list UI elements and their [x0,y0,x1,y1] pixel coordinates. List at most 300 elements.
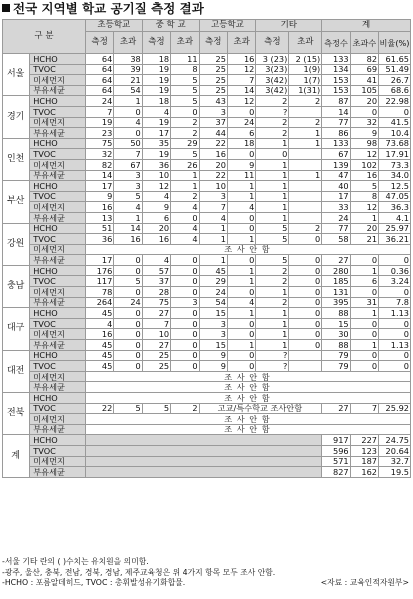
table-row [3,308,411,319]
value-cell: 1 [350,340,378,351]
value-cell: 0 [227,255,255,266]
table-body [3,54,411,478]
value-cell: 36.21 [379,234,411,245]
value-cell: 7.8 [379,297,411,308]
value-cell: 57 [142,265,170,276]
value-cell: 47.05 [379,191,411,202]
region-name: 인천 [3,138,30,180]
value-cell: 1 [256,202,289,213]
value-cell: 16 [85,202,113,213]
value-cell: 9 [199,361,227,372]
value-cell: 25 [199,75,227,86]
value-cell: 73.68 [379,138,411,149]
value-cell: 2 [256,297,289,308]
value-cell: 20 [350,96,378,107]
value-cell: 0 [289,318,322,329]
item-name: 미세먼지 [30,202,86,213]
value-cell: ? [256,361,289,372]
value-cell: 64 [85,54,113,65]
value-cell: 32.7 [379,456,411,467]
item-name: TVOC [30,445,86,456]
value-cell: 3.24 [379,276,411,287]
value-cell: 1 [114,212,142,223]
item-name: 부유세균 [30,382,86,393]
value-cell: 12.5 [379,181,411,192]
value-cell: 1 [256,138,289,149]
value-cell: 1(7) [289,75,322,86]
value-cell: 1 [114,96,142,107]
value-cell: 16 [85,329,113,340]
value-cell: 827 [322,467,350,478]
value-cell: 28 [142,287,170,298]
value-cell: ? [256,350,289,361]
value-cell: 0.36 [379,265,411,276]
value-cell [289,149,322,160]
value-cell: 5 [171,149,199,160]
value-cell: 0 [350,287,378,298]
value-cell [289,106,322,117]
value-cell: 5 [171,85,199,96]
value-cell: 0 [379,361,411,372]
table-row [3,276,411,287]
table-row [3,445,411,456]
value-cell: 280 [322,265,350,276]
value-cell: 25 [199,54,227,65]
value-cell: 4 [171,202,199,213]
item-name: 미세먼지 [30,329,86,340]
item-name: HCHO [30,54,86,65]
page-title [2,1,204,17]
value-cell: 12 [227,96,255,107]
item-name: 부유세균 [30,467,86,478]
value-cell: 21 [114,75,142,86]
value-cell: 11 [227,170,255,181]
value-cell: 0 [379,318,411,329]
value-cell: 27 [142,308,170,319]
value-cell: 14 [85,170,113,181]
region-name: 대전 [3,350,30,392]
value-cell: 67 [322,149,350,160]
table-row [3,393,411,404]
value-cell: 17 [142,128,170,139]
col-total: 계 [322,20,411,32]
value-cell: 153 [322,75,350,86]
item-name: TVOC [30,403,86,414]
value-cell: 395 [322,297,350,308]
value-cell: 0 [350,255,378,266]
value-cell: 4 [142,191,170,202]
item-name: HCHO [30,181,86,192]
table-row [3,424,411,435]
table-row [3,265,411,276]
value-cell: 82 [85,159,113,170]
item-name: 부유세균 [30,85,86,96]
value-cell: 0 [114,340,142,351]
item-name: TVOC [30,64,86,75]
value-cell: 14 [322,106,350,117]
table-row [3,128,411,139]
table-row [3,414,411,425]
value-cell: 133 [322,54,350,65]
value-cell: 37 [199,117,227,128]
value-cell: 1 [227,276,255,287]
value-cell: 1(9) [289,64,322,75]
table-row [3,212,411,223]
not-surveyed-cell: 조 사 안 함 [85,371,410,382]
table-row [3,329,411,340]
value-cell: 20 [350,223,378,234]
note-cell: 고교/특수학교 조사안함 [199,403,322,414]
value-cell: 4 [85,318,113,329]
value-cell: 22 [199,170,227,181]
value-cell: 14 [227,85,255,96]
value-cell: 0 [289,329,322,340]
table-row [3,318,411,329]
value-cell: 25 [142,350,170,361]
value-cell: 3 [114,181,142,192]
value-cell: 5 [114,191,142,202]
value-cell: 1 [227,234,255,245]
value-cell: 1 [256,340,289,351]
value-cell: 2 [289,223,322,234]
value-cell: 0 [350,106,378,117]
value-cell: 3 [199,318,227,329]
value-cell: 2 [171,117,199,128]
value-cell: 7 [142,318,170,329]
value-cell: 0 [171,106,199,117]
value-cell: 17 [322,191,350,202]
value-cell: 0 [289,255,322,266]
value-cell [289,159,322,170]
value-cell: 4 [142,255,170,266]
value-cell: 0 [171,276,199,287]
value-cell: 1 [199,255,227,266]
table-row [3,287,411,298]
item-name: 미세먼지 [30,287,86,298]
not-surveyed-cell: 조 사 안 함 [85,424,410,435]
item-name: 미세먼지 [30,117,86,128]
value-cell: 3 (23) [256,54,289,65]
item-name: HCHO [30,350,86,361]
value-cell: 75 [142,297,170,308]
value-cell: 3 [199,191,227,202]
value-cell: 19 [85,117,113,128]
table-row [3,181,411,192]
value-cell: 5 [256,255,289,266]
table-row [3,117,411,128]
item-name: TVOC [30,318,86,329]
value-cell: 25 [199,85,227,96]
value-cell: 7 [350,403,378,414]
value-cell: 0 [350,361,378,372]
value-cell: 2 [171,191,199,202]
value-cell: 0 [171,340,199,351]
value-cell: 0 [114,350,142,361]
value-cell: 19 [142,75,170,86]
value-cell: 79 [322,350,350,361]
item-name: HCHO [30,96,86,107]
value-cell: 123 [350,445,378,456]
value-cell: 36 [142,159,170,170]
title-text: 전국 지역별 학교 공기질 측정 결과 [13,1,204,16]
region-name: 전북 [3,393,30,435]
value-cell: 11 [171,54,199,65]
blank-cell [85,456,321,467]
value-cell: 2 [256,96,289,107]
region-name: 서울 [3,54,30,96]
value-cell: 0 [256,149,289,160]
value-cell: 5 [256,223,289,234]
value-cell: 0 [171,265,199,276]
value-cell: 30 [322,329,350,340]
value-cell: 24 [114,297,142,308]
value-cell: 0 [379,287,411,298]
not-surveyed-cell: 조 사 안 함 [85,244,410,255]
item-name: HCHO [30,435,86,446]
value-cell: 34.0 [379,170,411,181]
value-cell: 5 [256,234,289,245]
item-name: 부유세균 [30,340,86,351]
table-row [3,403,411,414]
value-cell: 54 [114,85,142,96]
value-cell: 1 [256,287,289,298]
sub-measured-count: 측정수 [322,32,350,54]
value-cell: 0 [227,350,255,361]
value-cell: 82 [350,54,378,65]
table-row [3,138,411,149]
value-cell: 0 [114,308,142,319]
value-cell: 68.6 [379,85,411,96]
value-cell: ? [256,106,289,117]
value-cell: 5 [114,403,142,414]
value-cell: 3(42) [256,85,289,96]
value-cell: 139 [322,159,350,170]
item-name: TVOC [30,361,86,372]
value-cell: 24 [227,117,255,128]
region-name: 대구 [3,308,30,350]
value-cell: 1 [171,181,199,192]
value-cell: 0 [171,255,199,266]
value-cell: 75 [85,138,113,149]
value-cell: 0 [114,265,142,276]
item-name: TVOC [30,106,86,117]
item-name: 미세먼지 [30,456,86,467]
value-cell: 24 [85,96,113,107]
value-cell: 12 [350,202,378,213]
value-cell: 0 [227,329,255,340]
value-cell: 0 [171,212,199,223]
value-cell: 4 [114,117,142,128]
value-cell: 7 [114,149,142,160]
value-cell: 0 [289,287,322,298]
value-cell: 1 [350,265,378,276]
value-cell: 4.1 [379,212,411,223]
value-cell: 4 [142,106,170,117]
value-cell: 9 [199,350,227,361]
value-cell: 77 [322,117,350,128]
value-cell: 0 [171,329,199,340]
value-cell: 0 [171,350,199,361]
value-cell: 29 [171,138,199,149]
table-row [3,202,411,213]
value-cell: 1 [289,128,322,139]
value-cell: 6 [227,128,255,139]
value-cell: 0 [227,361,255,372]
value-cell: 153 [322,85,350,96]
value-cell: 1(31) [289,85,322,96]
value-cell: 45 [199,265,227,276]
value-cell: 45 [85,350,113,361]
value-cell: 13 [85,212,113,223]
value-cell: 67 [114,159,142,170]
value-cell: 21 [350,234,378,245]
value-cell: 6 [350,276,378,287]
value-cell: 5 [171,96,199,107]
item-name: 미세먼지 [30,414,86,425]
value-cell [289,181,322,192]
value-cell: 38 [114,54,142,65]
col-middle: 중 학 교 [142,20,199,32]
col-elementary: 초등학교 [85,20,142,32]
item-name: 부유세균 [30,212,86,223]
value-cell: 0 [379,106,411,117]
value-cell: 0 [227,106,255,117]
value-cell: 4 [171,234,199,245]
value-cell [289,361,322,372]
value-cell: 1 [350,212,378,223]
value-cell: 1 [256,191,289,202]
value-cell: 12 [350,149,378,160]
value-cell: 8 [350,191,378,202]
value-cell: 18 [227,138,255,149]
value-cell: 0 [289,265,322,276]
value-cell: 134 [322,64,350,75]
value-cell: 0 [379,350,411,361]
value-cell: 45 [85,340,113,351]
value-cell: 3(42) [256,75,289,86]
not-surveyed-cell: 조 사 안 함 [85,393,410,404]
item-name: HCHO [30,223,86,234]
table-row [3,223,411,234]
value-cell: 19 [142,117,170,128]
value-cell: 25.92 [379,403,411,414]
value-cell: 25.97 [379,223,411,234]
value-cell: 0 [227,318,255,329]
value-cell: 19 [142,85,170,96]
value-cell: 2 [256,117,289,128]
value-cell: 176 [85,265,113,276]
value-cell: 102 [350,159,378,170]
value-cell: 917 [322,435,350,446]
sub-exceeded-count: 초과수 [350,32,378,54]
value-cell: 0 [114,128,142,139]
value-cell: 131 [322,287,350,298]
value-cell: 19 [142,149,170,160]
value-cell: 0 [350,329,378,340]
value-cell: 9 [142,202,170,213]
item-name: 부유세균 [30,255,86,266]
value-cell: 33 [322,202,350,213]
value-cell: 19.5 [379,467,411,478]
sub-measured: 측정 [199,32,227,54]
table-row [3,234,411,245]
value-cell: 6 [142,212,170,223]
value-cell: 8 [171,64,199,75]
value-cell: 15 [199,340,227,351]
sub-exceeded: 초과 [171,32,199,54]
value-cell: 0 [114,255,142,266]
region-name: 계 [3,435,30,477]
value-cell: 12 [142,181,170,192]
value-cell: 1 [199,234,227,245]
value-cell: 0 [227,223,255,234]
table-row [3,96,411,107]
value-cell: 36 [85,234,113,245]
value-cell: 1 [256,318,289,329]
value-cell: 0 [171,361,199,372]
value-cell: 16 [142,234,170,245]
value-cell: 2 [256,276,289,287]
value-cell: 0 [289,234,322,245]
value-cell: 1 [227,191,255,202]
sub-exceeded: 초과 [114,32,142,54]
value-cell: 3 [114,170,142,181]
value-cell: 2 [171,403,199,414]
table-row [3,106,411,117]
value-cell: 1 [256,329,289,340]
value-cell: 41.5 [379,117,411,128]
air-quality-table [2,19,411,478]
value-cell: 98 [350,138,378,149]
value-cell: 1 [289,138,322,149]
col-high: 고등학교 [199,20,256,32]
value-cell: 86 [322,128,350,139]
value-cell: 0 [289,276,322,287]
item-name: TVOC [30,234,86,245]
value-cell: 40 [322,181,350,192]
value-cell: 32 [85,149,113,160]
sub-ratio: 비율(%) [379,32,411,54]
value-cell: 1 [350,308,378,319]
value-cell: 79 [322,361,350,372]
value-cell: 31 [350,297,378,308]
footnotes [2,557,411,589]
value-cell: 0 [114,106,142,117]
value-cell: 17 [85,255,113,266]
value-cell: 29 [199,276,227,287]
value-cell: 24.75 [379,435,411,446]
value-cell: 0 [114,329,142,340]
table-row [3,170,411,181]
item-name: 부유세균 [30,170,86,181]
table-row [3,244,411,255]
value-cell: 22 [85,403,113,414]
value-cell: 596 [322,445,350,456]
value-cell [289,212,322,223]
value-cell: 2 [256,128,289,139]
note-line: -서울 기타 란의 ( )수치는 유치원을 의미함. [2,557,149,566]
value-cell: 35 [142,138,170,149]
value-cell: 4 [227,202,255,213]
table-row [3,297,411,308]
not-surveyed-cell: 조 사 안 함 [85,382,410,393]
value-cell: 1 [256,170,289,181]
sub-measured: 측정 [85,32,113,54]
value-cell: 69 [350,64,378,75]
value-cell: 0 [227,212,255,223]
value-cell: 0 [114,287,142,298]
value-cell: 39 [114,64,142,75]
